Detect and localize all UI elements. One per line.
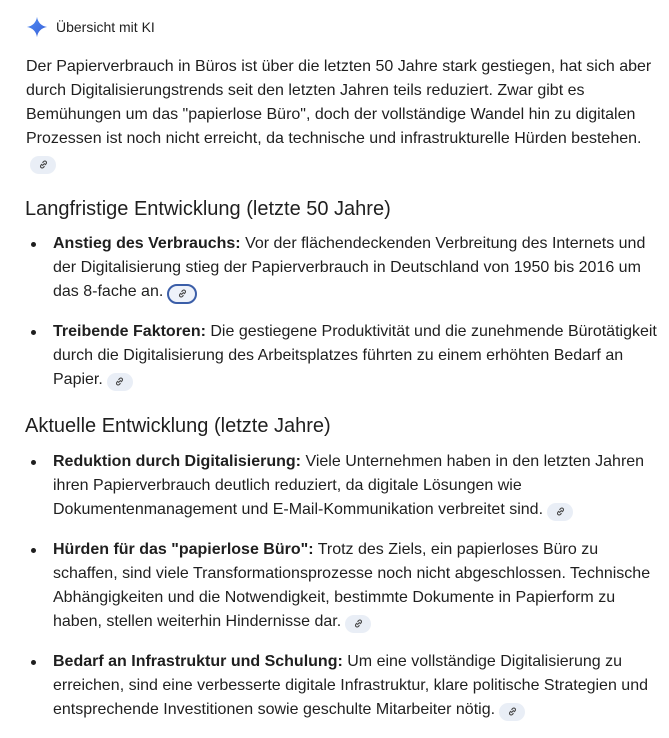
- source-link-chip[interactable]: [547, 503, 573, 521]
- link-icon: [353, 618, 364, 629]
- ai-overview-title: Übersicht mit KI: [56, 19, 155, 35]
- bullet-text: Viele Unternehmen haben in den letzten Jahren ihren Papierverbrauch deutlich reduziert, da digitale Lösungen wie Dokumentenmanagement und E-Mail-Kommunikation verbreitet sind.: [53, 453, 645, 518]
- bullet-text: Um eine vollständige Digitalisierung zu erreichen, sind eine verbesserte digitale Infrastruktur, klare politische Strategien und entsprechende Investitionen sowie geschulte Mitarbeiter nötig.: [53, 653, 648, 718]
- list-item: [26, 232, 662, 304]
- source-link-chip[interactable]: [345, 615, 371, 633]
- longterm-list: [26, 232, 662, 408]
- gemini-spark-icon: [26, 16, 48, 38]
- bullet-label: Hürden für das "papierlose Büro":: [53, 541, 314, 558]
- list-item: [26, 650, 662, 722]
- link-icon: [38, 159, 49, 170]
- source-link-chip[interactable]: [167, 284, 197, 304]
- bullet-label: Bedarf an Infrastruktur und Schulung:: [53, 653, 343, 670]
- section-heading-longterm: Langfristige Entwicklung (letzte 50 Jahre): [25, 198, 391, 220]
- bullet-label: Reduktion durch Digitalisierung:: [53, 453, 302, 470]
- bullet-label: Anstieg des Verbrauchs:: [53, 235, 241, 252]
- recent-list: [26, 450, 662, 738]
- bullet-text: Trotz des Ziels, ein papierloses Büro zu schaffen, sind viele Transformationsprozesse noch nicht abgeschlossen. Technische Abhängigkeiten und die Notwendigkeit, bestimmte Dokumente in Papierform zu haben, stellen weiterhin Hindernisse dar.: [53, 541, 651, 630]
- bullet-text: Vor der flächendeckenden Verbreitung des Internets und der Digitalisierung stieg der Papierverbrauch in Deutschland von 1950 bis 2016 um das 8-fache an.: [53, 235, 646, 300]
- bullet-label: Treibende Faktoren:: [53, 323, 206, 340]
- intro-text: Der Papierverbrauch in Büros ist über die letzten 50 Jahre stark gestiegen, hat sich aber durch Digitalisierungstrends seit den letzten Jahren teils reduziert. Zwar gibt es Bemühungen um das "papierlose Büro", doch der vollständige Wandel hin zu digitalen Prozessen ist noch nicht erreicht, da technische und infrastrukturelle Hürden bestehen.: [26, 58, 652, 147]
- ai-overview-header: [26, 14, 155, 40]
- link-icon: [114, 376, 125, 387]
- link-icon: [177, 288, 188, 299]
- list-item: [26, 450, 662, 522]
- source-link-chip[interactable]: [30, 156, 56, 174]
- section-heading-recent: Aktuelle Entwicklung (letzte Jahre): [25, 415, 331, 437]
- intro-paragraph: [26, 55, 656, 175]
- bullet-text: Die gestiegene Produktivität und die zunehmende Bürotätigkeit durch die Digitalisierung des Arbeitsplatzes führten zu einem erhöhten Bedarf an Papier.: [53, 323, 657, 388]
- source-link-chip[interactable]: [107, 373, 133, 391]
- list-item: [26, 538, 662, 634]
- list-item: [26, 320, 662, 392]
- source-link-chip[interactable]: [499, 703, 525, 721]
- link-icon: [555, 506, 566, 517]
- link-icon: [507, 706, 518, 717]
